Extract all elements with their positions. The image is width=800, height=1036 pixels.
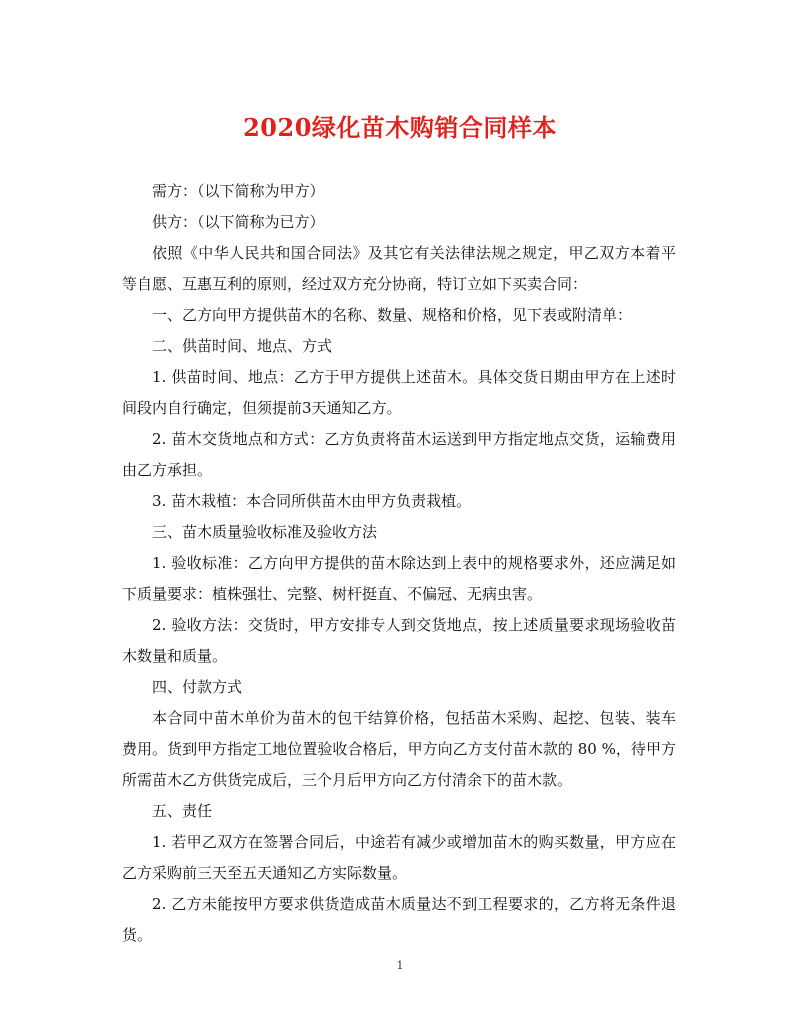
section-3-heading: 三、苗木质量验收标准及验收方法 (152, 523, 378, 541)
clause-3-1: 1. 验收标准：乙方向甲方提供的苗木除达到上表中的规格要求外，还应满足如下质量要求：植株强壮、完整、树杆挺直、不偏冠、无病虫害。 (122, 554, 676, 603)
page-number: 1 (396, 959, 404, 972)
document-body (122, 176, 676, 951)
paragraph-preamble: 依照《中华人民共和国合同法》及其它有关法律法规之规定，甲乙双方本着平等自愿、互惠互利的原则，经过双方充分协商，特订立如下买卖合同： (122, 244, 676, 293)
section-2-heading: 二、供苗时间、地点、方式 (152, 337, 333, 355)
section-5-heading: 五、责任 (152, 802, 213, 820)
paragraph-buyer: 需方：（以下简称为甲方） (152, 182, 325, 200)
clause-5-1: 1. 若甲乙双方在签署合同后，中途若有减少或增加苗木的购买数量，甲方应在乙方采购前三天至五天通知乙方实际数量。 (122, 833, 676, 882)
section-1-heading: 一、乙方向甲方提供苗木的名称、数量、规格和价格，见下表或附清单： (152, 306, 633, 324)
clause-5-2: 2. 乙方未能按甲方要求供货造成苗木质量达不到工程要求的，乙方将无条件退货。 (122, 895, 676, 944)
clause-3-2: 2. 验收方法：交货时，甲方安排专人到交货地点，按上述质量要求现场验收苗木数量和质量。 (122, 616, 676, 665)
clause-2-3: 3. 苗木栽植：本合同所供苗木由甲方负责栽植。 (152, 492, 472, 510)
paragraph-supplier: 供方：（以下简称为已方） (152, 213, 325, 231)
document-title: 2020绿化苗木购销合同样本 (243, 113, 557, 142)
clause-2-2: 2. 苗木交货地点和方式：乙方负责将苗木运送到甲方指定地点交货，运输费用由乙方承担。 (122, 430, 676, 479)
clause-4-body: 本合同中苗木单价为苗木的包干结算价格，包括苗木采购、起挖、包装、装车费用。货到甲方指定工地位置验收合格后，甲方向乙方支付苗木款的 80 %，待甲方所需苗木乙方供货完成后，三个月后甲方向乙方付清余下的苗木款。 (122, 709, 676, 789)
section-4-heading: 四、付款方式 (152, 678, 243, 696)
clause-2-1: 1. 供苗时间、地点：乙方于甲方提供上述苗木。具体交货日期由甲方在上述时间段内自行确定，但须提前3天通知乙方。 (122, 368, 676, 417)
